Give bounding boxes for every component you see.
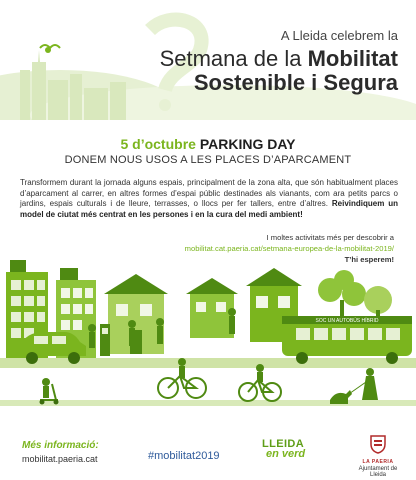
bus-sign: SOC UN AUTOBÚS HÍBRID bbox=[315, 318, 379, 324]
cta-link[interactable]: mobilitat.cat.paeria.cat/setmana-europea-de-la-mobilitat-2019/ bbox=[184, 244, 394, 253]
parking-subtitle: DONEM NOUS USOS A LES PLACES D’APARCAMENT bbox=[64, 154, 352, 166]
lleida-en-verd-logo bbox=[262, 438, 305, 460]
verd-line1: LLEIDA bbox=[262, 438, 305, 450]
hero-pre: A Lleida celebrem la bbox=[280, 28, 398, 43]
description bbox=[20, 178, 398, 220]
verd-line2: en verd bbox=[266, 448, 306, 460]
parking-date: 5 d’octubre bbox=[120, 136, 196, 152]
hero-text bbox=[160, 28, 398, 95]
ajuntament-paeria: LA PAERIA bbox=[362, 459, 394, 465]
ajuntament-logo bbox=[350, 434, 406, 478]
parking-day-header bbox=[0, 136, 416, 166]
parking-title bbox=[0, 136, 416, 152]
hero-title-line2: Sostenible i Segura bbox=[193, 70, 398, 95]
more-info-label: Més informació: bbox=[22, 440, 99, 451]
ev-charger bbox=[100, 324, 110, 356]
more-info-url[interactable]: mobilitat.paeria.cat bbox=[22, 454, 98, 464]
ajuntament-name: Ajuntament de Lleida bbox=[358, 466, 398, 478]
hashtag-year: 2019 bbox=[195, 450, 220, 462]
city-scene-illustration bbox=[0, 250, 416, 430]
hero-banner bbox=[0, 0, 416, 120]
hashtag bbox=[148, 450, 220, 462]
description-strong: Reivindiquem un model de ciutat més centrat en les persones i en la cura del medi ambient! bbox=[20, 199, 398, 219]
city-scene bbox=[0, 250, 416, 430]
hashtag-text: #mobilitat bbox=[148, 450, 196, 462]
description-text: Transformem durant la jornada alguns espais, principalment de la zona alta, que són habitualment places d’aparcament al carrer, en altres formes d’espai públic destinades als vianants, com ara petits parcs o jardins, espais culturals i de lleure, terrasses, o llocs per fer tallers, entre d’altres. bbox=[20, 178, 398, 208]
cta-line1: I moltes activitats més per descobrir a bbox=[266, 233, 394, 242]
bus bbox=[282, 316, 412, 364]
crest-icon bbox=[369, 434, 387, 454]
parking-day-label: PARKING DAY bbox=[199, 136, 296, 152]
footer bbox=[0, 430, 416, 480]
cta-line3: T’hi esperem! bbox=[344, 255, 394, 264]
hero-title-line1: Setmana de la Mobilitat bbox=[159, 46, 398, 71]
